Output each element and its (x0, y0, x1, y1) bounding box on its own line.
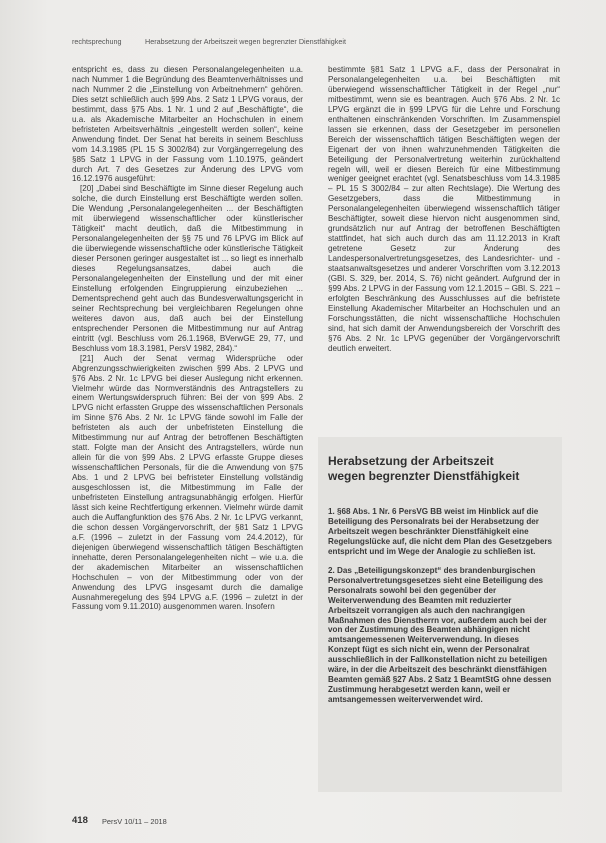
headnote-item-2: 2. Das „Beteiligungskonzept“ des brandenburgischen Personalvertretungsgesetzes sieht eine Beteiligung des Personalrats sowohl bei den gegenüber der Weiterverwendung des Beamten mit reduzierter Arbeitszeit vorrangigen als auch den nachrangigen Maßnahmen des Dienstherrn vor, außerdem auch bei der von der Zustimmung des Beamten abhängigen nicht amtsangemessenen Weiterverwendung. In dieses Konzept fügt es sich nicht ein, wenn der Personalrat ausschließlich in der Fallkonstellation nicht zu beteiligen wäre, in der die Arbeitszeit des beschränkt dienstfähigen Beamten gemäß §27 Abs. 2 Satz 1 BeamtStG ohne dessen Zustimmung herabgesetzt werden kann, weil er amtsangemessen weiterverwendet wird. (328, 565, 552, 705)
right-column (328, 65, 560, 354)
headnote-heading-line-1: Herabsetzung der Arbeitszeit (328, 454, 494, 468)
page-footer (72, 815, 272, 827)
right-paragraph-1: bestimmte §81 Satz 1 LPVG a.F., dass der Personalrat in Personalangelegenheiten u.a. bei Beschäftigten mit überwiegend wissenschaftlicher Tätigkeit in der Regel „nur“ mitbestimmt, wenn sie es beantragen. Auch §76 Abs. 2 Nr. 1c LPVG ergänzt die in §99 LPVG für die Lehre und Forschung enthaltenen einschränkenden Vorschriften. Im Zusammenspiel lassen sie erkennen, dass der Gesetzgeber im personellen Bereich der wissenschaftlich tätigen Beschäftigten wegen der Eigenart der von ihnen wahrzunehmenden Tätigkeiten die Beteiligung der Personalvertretung weiterhin zurückhaltend regeln will, weil er diesen Bereich für eine Mitbestimmung weniger geeignet erachtet (vgl. Senatsbeschluss vom 14.3.1985 – PL 15 S 3002/84 – zur alten Rechtslage). Die Wertung des Gesetzgebers, dass die Mitbestimmung in Personalangelegenheiten überwiegend wissenschaftlich tätiger Beschäftigter, soweit diese hiervon nicht ausgenommen sind, grundsätzlich nur auf Antrag der betroffenen Beschäftigten stattfindet, hat sich auch durch das am 11.12.2013 in Kraft getretene Gesetz zur Änderung des Landespersonalvertretungsgesetzes, des Landesrichter- und -staatsanwaltsgesetzes und anderer Vorschriften vom 3.12.2013 (GBl. S. 329, ber. 2014, S. 76) nicht geändert. Aufgrund der in §99 Abs. 2 LPVG in der Fassung vom 12.1.2015 – GBl. S. 221 – erfolgten Beschränkung des Ausschlusses auf die befristete Einstellung Akademischer Mitarbeiter an Hochschulen und an Forschungsstätten, die nicht wissenschaftliche Hochschulen sind, hat sich damit der Anwendungsbereich der Vorschrift des §76 Abs. 2 Nr. 1c LPVG gegenüber der Vorgängervorschrift deutlich erweitert. (328, 65, 560, 353)
journal-issue: PersV 10/11 – 2018 (102, 817, 167, 826)
left-paragraph-1: entspricht es, dass zu diesen Personalangelegenheiten u.a. nach Nummer 1 die Begründung des Beamtenverhältnisses und nach Nummer 2 die „Einstellung von Arbeitnehmern“ gehören. Dies setzt schließlich auch §99 Abs. 2 Satz 1 LPVG voraus, der bestimmt, dass §75 Abs. 1 Nr. 1 und 2 auf „Beschäftigte“, die u.a. als Akademische Mitarbeiter an Hochschulen in einem befristeten Arbeitsverhältnis „eingestellt werden sollen“, keine Anwendung findet. Der Senat hat bereits in seinem Beschluss vom 14.3.1985 (PL 15 S 3002/84) zur Vorgängerregelung des §85 Satz 1 LPVG in der Fassung vom 1.10.1975, geändert durch Art. 7 des Gesetzes zur Änderung des LPVG vom 16.12.1976 ausgeführt: (72, 65, 303, 184)
headnote-body (328, 507, 552, 714)
headnote-heading-line-2: wegen begrenzter Dienstfähigkeit (328, 469, 520, 483)
left-paragraph-20: [20] „Dabei sind Beschäftigte im Sinne dieser Regelung auch solche, die durch Einstellung erst Beschäftigte werden sollen. Die Wendung „Personalangelegenheiten ... der Beschäftigten mit überwiegend wissenschaftlicher oder künstlerischer Tätigkeit“ macht deutlich, daß die Mitbestimmung in Personalangelegenheiten der §§ 75 und 76 LPVG im Blick auf die überwiegende wissenschaftliche oder künstlerische Tätigkeit dieser Personen geringer ausgestaltet ist ... so liegt es innerhalb dieses Regelungsansatzes, dabei auch die Personalangelegenheiten der Einstellung und der mit einer Einstellung erfolgenden Eingruppierung einzubeziehen ... Dementsprechend geht auch das Bundesverwaltungsgericht in seiner Rechtsprechung bei vergleichbaren Regelungen ohne weiteres davon aus, daß auch bei der Einstellung entsprechender Personen die Mitbestimmung nur auf Antrag eintritt (vgl. Beschluss vom 26.1.1968, BVerwGE 29, 77, und Beschluss vom 18.3.1981, PersV 1982, 284).“ (72, 184, 303, 353)
headnote-heading (328, 454, 554, 484)
left-paragraph-21: [21] Auch der Senat vermag Widersprüche oder Abgrenzungsschwierigkeiten zwischen §99 Abs. 2 LPVG und §76 Abs. 2 Nr. 1c LPVG bei dieser Auslegung nicht erkennen. Vielmehr würde das Normverständnis des Antragstellers zu einem Wertungswiderspruch führen: Bei der von §99 Abs. 2 LPVG nicht erfassten Gruppe des wissenschaftlichen Personals im Sinne §76 Abs. 2 Nr. 1c LPVG fände sowohl im Falle der befristeten als auch der unbefristeten Einstellung die Mitbestimmung nur auf Antrag der betroffenen Beschäftigten statt. Folgte man der Ansicht des Antragstellers, würde nun allein für die von §99 Abs. 2 LPVG erfasste Gruppe dieses wissenschaftlichen Personals, für die die Anwendung von §75 Abs. 1 und 2 LPVG bei befristeter Einstellung vollständig ausgeschlossen ist, die Mitbestimmung im Falle der unbefristeten Einstellung antragsunabhängig erfolgen. Hierfür lässt sich keine Rechtfertigung erkennen. Vielmehr würde damit auch die Auffangfunktion des §76 Abs. 2 Nr. 1c LPVG verkannt, die schon dessen Vorgängervorschrift, der §81 Satz 1 LPVG a.F. (1996 – zuletzt in der Fassung vom 24.4.2012), für diejenigen überwiegend wissenschaftlich tätigen Beschäftigten innehatte, deren Personalangelegenheiten nicht – wie u.a. die der akademischen Mitarbeiter an wissenschaftlichen Hochschulen – von der Mitbestimmung oder von der Anwendung des LPVG insgesamt durch die damalige Ausnahmeregelung des §94 LPVG a.F. (1996 – zuletzt in der Fassung vom 9.11.2010) ausgenommen waren. Insofern (72, 353, 303, 612)
left-column (72, 65, 303, 612)
page-number: 418 (72, 815, 88, 826)
running-head (72, 37, 562, 47)
running-head-title: Herabsetzung der Arbeitszeit wegen begrenzter Dienstfähigkeit (145, 37, 346, 46)
headnote-box (318, 437, 562, 792)
headnote-item-1: 1. §68 Abs. 1 Nr. 6 PersVG BB weist im Hinblick auf die Beteiligung des Personalrats bei der Herabsetzung der Arbeitszeit wegen beschränkter Dienstfähigkeit eine Regelungslücke auf, die nicht dem Plan des Gesetzgebers entspricht und im Wege der Analogie zu schließen ist. (328, 507, 552, 556)
running-head-section: rechtsprechung (72, 37, 122, 46)
